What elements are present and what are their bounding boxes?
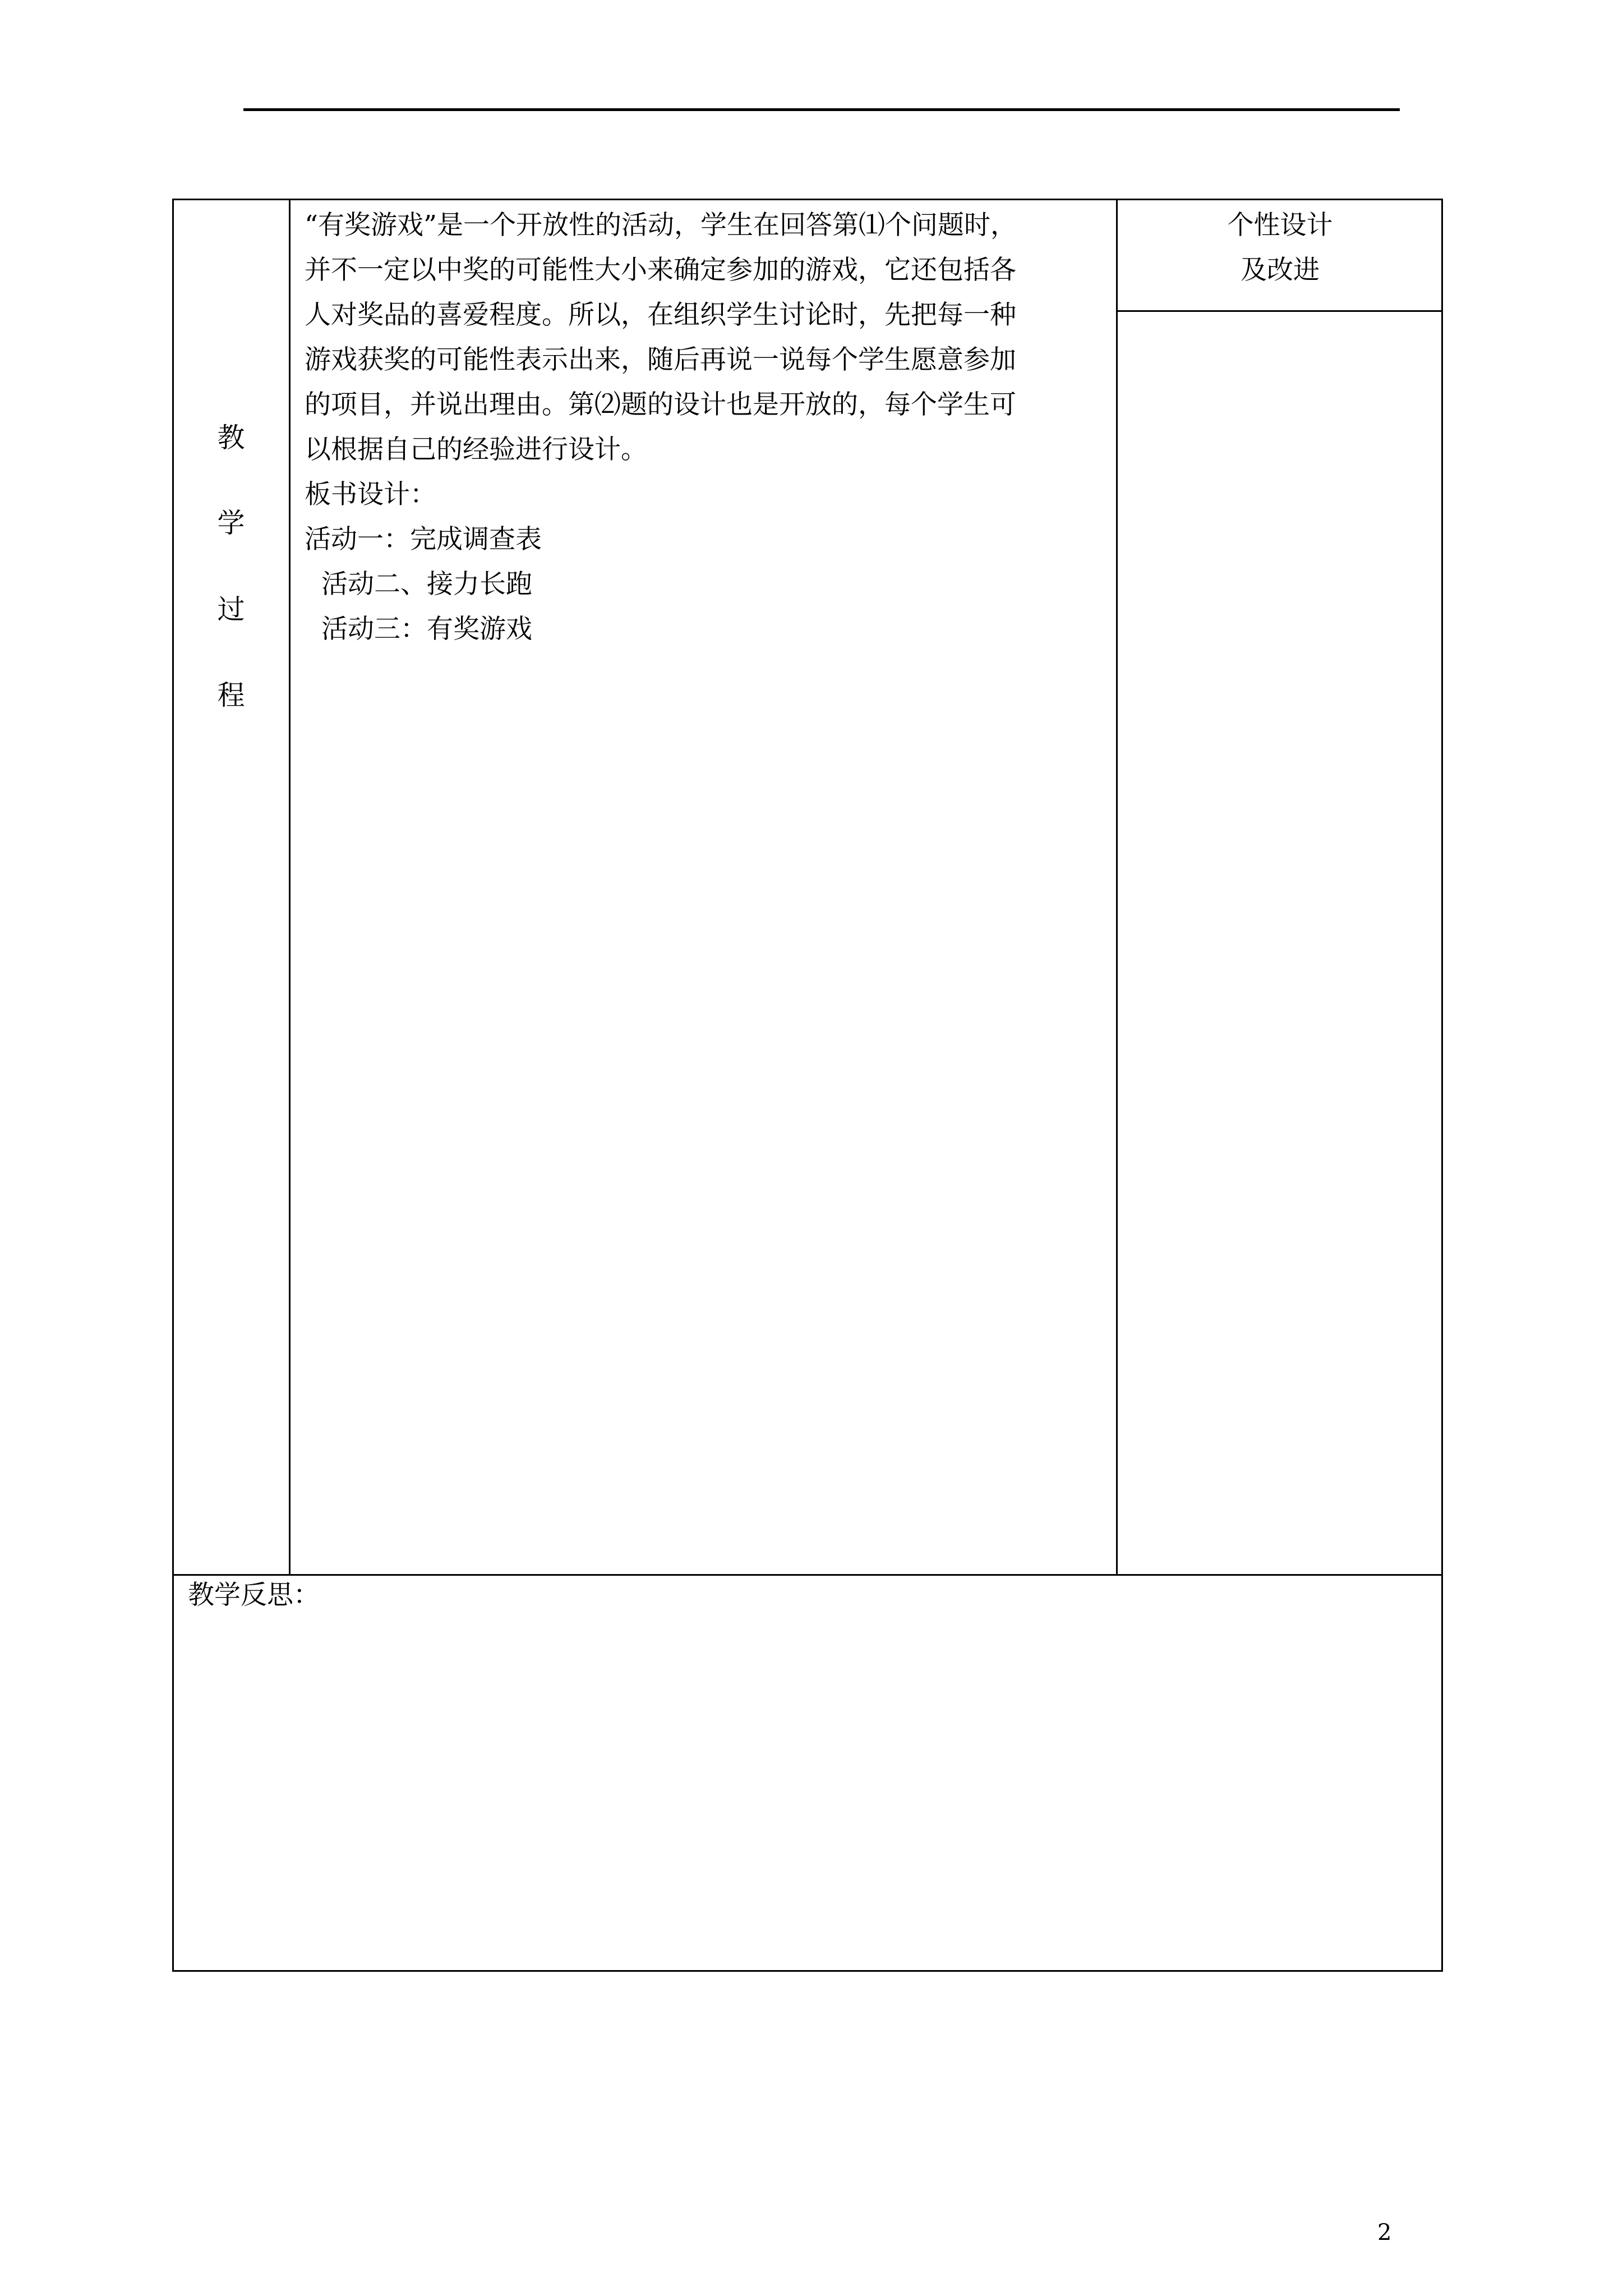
side-title-line-1: 个性设计: [1227, 210, 1333, 241]
section-label-char-2: 学: [217, 507, 245, 539]
side-title-line-2: 及改进: [1241, 255, 1320, 286]
header-rule: [243, 108, 1400, 111]
section-label-char-1: 教: [217, 422, 245, 454]
game-discussion-paragraph: [305, 203, 1090, 472]
paragraph-line: 游戏获奖的可能性表示出来，随后再说一说每个学生愿意参加: [305, 344, 1016, 375]
page-number: 2: [1377, 2220, 1392, 2246]
reflection-divider: [172, 1574, 1443, 1576]
teaching-reflection-label: 教学反思：: [188, 1580, 320, 1611]
side-column-divider: [1116, 199, 1118, 1576]
teaching-process-content: [305, 203, 1090, 652]
personal-design-title: [1117, 203, 1443, 293]
activity-item: 活动二、接力长跑: [321, 569, 532, 600]
board-design-heading: 板书设计：: [305, 479, 436, 510]
label-column-divider: [289, 199, 291, 1576]
section-label-char-4: 程: [217, 679, 245, 711]
paragraph-line: 并不一定以中奖的可能性大小来确定参加的游戏，它还包括各: [305, 255, 1016, 286]
paragraph-line: “有奖游戏”是一个开放性的活动，学生在回答第⑴个问题时，: [305, 210, 1017, 241]
paragraph-line: 人对奖品的喜爱程度。所以，在组织学生讨论时，先把每一种: [305, 300, 1016, 330]
section-label-char-3: 过: [217, 593, 245, 625]
activity-item: 活动一：完成调查表: [305, 524, 542, 555]
paragraph-line: 的项目，并说出理由。第⑵题的设计也是开放的，每个学生可: [305, 389, 1016, 420]
paragraph-line: 以根据自己的经验进行设计。: [305, 434, 647, 465]
activity-item: 活动三：有奖游戏: [321, 614, 532, 645]
side-title-divider: [1116, 310, 1443, 312]
